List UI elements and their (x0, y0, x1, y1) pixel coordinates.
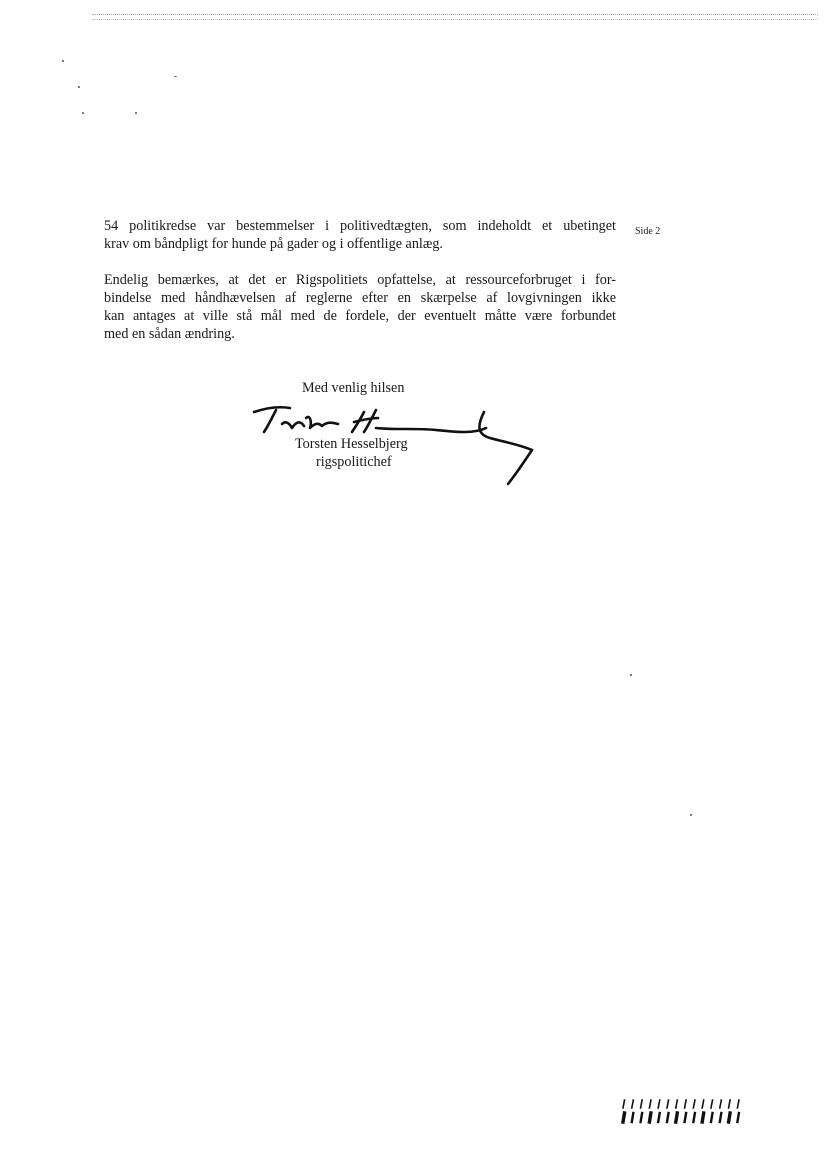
barcode-tick (685, 1100, 687, 1108)
barcode-tick (676, 1100, 678, 1108)
paragraph-resource-remark (104, 271, 616, 343)
barcode-tick (641, 1100, 643, 1108)
text-line: med en sådan ændring. (104, 326, 235, 342)
barcode-tick (711, 1113, 713, 1122)
barcode-tick (729, 1100, 731, 1108)
barcode-tick (676, 1113, 678, 1122)
text-line: 54 politikredse var bestemmelser i politivedtægten, som indeholdt et ubetinget (104, 218, 616, 234)
barcode-tick (693, 1113, 695, 1122)
scan-speck (630, 674, 632, 676)
text-line: bindelse med håndhævelsen af reglerne efter en skærpelse af lovgivningen ikke (104, 290, 616, 306)
barcode-tick (685, 1113, 687, 1122)
barcode-tick (729, 1113, 731, 1122)
scan-speck (135, 112, 137, 114)
barcode-tick (623, 1113, 625, 1122)
scan-speck (62, 60, 64, 62)
text-line: krav om båndpligt for hunde på gader og i offentlige anlæg. (104, 236, 443, 252)
page-number: Side 2 (635, 226, 661, 237)
scan-edge-artifact (92, 14, 818, 20)
barcode-tick (720, 1100, 722, 1108)
barcode-tick (623, 1100, 625, 1108)
barcode-tick (632, 1113, 634, 1122)
document-barcode (620, 1096, 748, 1126)
signer-name: Torsten Hesselbjerg (295, 436, 408, 452)
closing-greeting: Med venlig hilsen (302, 380, 405, 396)
barcode-tick (658, 1100, 660, 1108)
barcode-tick (720, 1113, 722, 1122)
barcode-tick (658, 1113, 660, 1122)
barcode-tick (693, 1100, 695, 1108)
scan-speck (690, 814, 692, 816)
text-line: kan antages at ville stå mål med de fordele, der eventuelt måtte være forbundet (104, 308, 616, 324)
barcode-tick (667, 1113, 669, 1122)
barcode-tick (632, 1100, 634, 1108)
barcode-tick (649, 1100, 651, 1108)
scan-speck (82, 112, 84, 114)
barcode-tick (711, 1100, 713, 1108)
letter-body (104, 217, 616, 361)
barcode-tick (702, 1113, 704, 1122)
text-line: Endelig bemærkes, at det er Rigspolitiets opfattelse, at ressourceforbruget i for- (104, 272, 616, 288)
barcode-tick (737, 1113, 739, 1122)
signer-title: rigspolitichef (316, 454, 392, 470)
scan-speck (174, 76, 177, 77)
paragraph-leash-rules (104, 217, 616, 253)
barcode-tick (641, 1113, 643, 1122)
barcode-tick (737, 1100, 739, 1108)
barcode-tick (702, 1100, 704, 1108)
barcode-tick (667, 1100, 669, 1108)
barcode-tick (649, 1113, 651, 1122)
scan-speck (78, 86, 80, 88)
